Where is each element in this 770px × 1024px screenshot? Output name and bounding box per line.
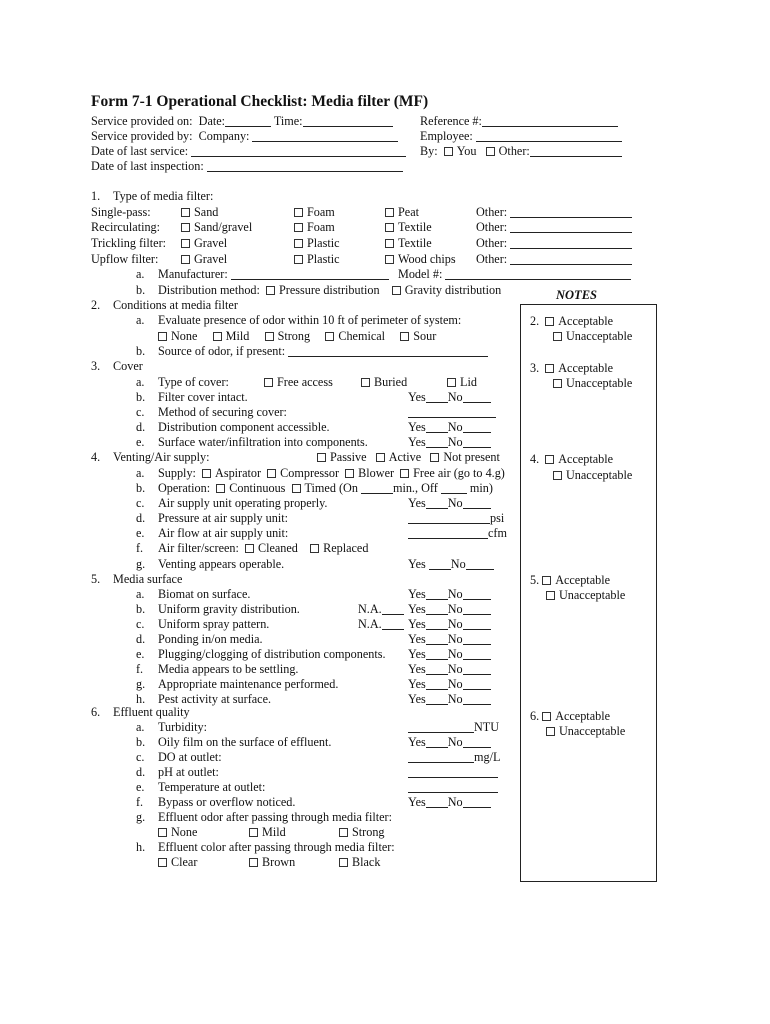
item-text: Evaluate presence of odor within 10 ft of perimeter of system: xyxy=(158,313,462,327)
checkbox[interactable] xyxy=(245,544,254,553)
company-label: Company: xyxy=(198,129,250,143)
airflow-field[interactable] xyxy=(408,527,488,539)
item-text: Appropriate maintenance performed. xyxy=(158,677,339,691)
item-text: Surface water/infiltration into components. xyxy=(158,435,368,449)
checkbox[interactable] xyxy=(265,332,274,341)
checkbox[interactable] xyxy=(545,455,554,464)
checkbox[interactable] xyxy=(361,378,370,387)
manufacturer-row: Manufacturer: xyxy=(158,267,389,281)
item-text: Air flow at air supply unit: xyxy=(158,526,289,540)
item-text: Biomat on surface. xyxy=(158,587,251,601)
item-letter: f. xyxy=(136,662,144,676)
pressure-field[interactable] xyxy=(408,512,490,524)
s1-row-label: Recirculating: xyxy=(91,220,161,234)
item-letter: a. xyxy=(136,267,145,281)
checkbox[interactable] xyxy=(546,591,555,600)
form-title: Form 7-1 Operational Checklist: Media filter (MF) xyxy=(91,93,429,110)
s5-title: Media surface xyxy=(113,572,183,586)
model-row: Model #: xyxy=(398,267,631,281)
s4-title: Venting/Air supply: xyxy=(113,450,210,464)
checkbox[interactable] xyxy=(385,255,394,264)
item-text: pH at outlet: xyxy=(158,765,219,779)
turbidity-field[interactable] xyxy=(408,721,474,733)
temperature-field[interactable] xyxy=(408,781,498,793)
item-text: Temperature at outlet: xyxy=(158,780,266,794)
checkbox[interactable] xyxy=(310,544,319,553)
checkbox[interactable] xyxy=(213,332,222,341)
reference-label: Reference #: xyxy=(420,114,482,128)
checkbox[interactable] xyxy=(267,469,276,478)
item-letter: b. xyxy=(136,735,146,749)
ph-field[interactable] xyxy=(408,766,498,778)
item-letter: b. xyxy=(136,390,146,404)
s1-option: Peat xyxy=(385,205,419,219)
notes-group-3: 3. Acceptable xyxy=(530,361,614,375)
employee-field[interactable] xyxy=(476,130,622,142)
s1-other: Other: xyxy=(476,236,632,250)
item-letter: a. xyxy=(136,587,145,601)
yes-no-field: Yes No xyxy=(408,435,491,449)
item-letter: e. xyxy=(136,435,145,449)
item-letter: c. xyxy=(136,405,145,419)
item-letter: d. xyxy=(136,511,146,525)
s1-option: Sand/gravel xyxy=(181,220,252,234)
item-text: Bypass or overflow noticed. xyxy=(158,795,296,809)
last-service-field[interactable] xyxy=(191,145,406,157)
checkbox[interactable] xyxy=(158,828,167,837)
securing-field[interactable] xyxy=(408,406,496,418)
s1-number: 1. xyxy=(91,189,101,203)
yes-no-field: Yes No xyxy=(408,662,491,676)
odor-options: None Mild Strong Chemical Sour xyxy=(158,329,436,343)
item-letter: b. xyxy=(136,602,146,616)
item-letter: g. xyxy=(136,810,146,824)
last-service-row xyxy=(91,144,406,158)
other-field[interactable] xyxy=(510,253,632,265)
checkbox[interactable] xyxy=(553,379,562,388)
checkbox[interactable] xyxy=(546,727,555,736)
item-text: Air supply unit operating properly. xyxy=(158,496,328,510)
checkbox[interactable] xyxy=(400,332,409,341)
s6-title: Effluent quality xyxy=(113,705,190,719)
checkbox[interactable] xyxy=(294,255,303,264)
date-field[interactable] xyxy=(225,115,271,127)
notes-group-5: 5. Acceptable xyxy=(530,573,610,587)
checkbox[interactable] xyxy=(553,471,562,480)
item-letter: g. xyxy=(136,677,146,691)
last-inspection-row xyxy=(91,159,403,173)
by-row xyxy=(420,144,622,158)
item-letter: a. xyxy=(136,375,145,389)
time-field[interactable] xyxy=(303,115,393,127)
item-text: Oily film on the surface of effluent. xyxy=(158,735,332,749)
reference-field[interactable] xyxy=(482,115,618,127)
na-field: N.A. xyxy=(358,602,404,616)
employee-row xyxy=(420,129,622,143)
checkbox[interactable] xyxy=(385,239,394,248)
item-text: Pest activity at surface. xyxy=(158,692,272,706)
item-letter: c. xyxy=(136,750,145,764)
item-text: Ponding in/on media. xyxy=(158,632,263,646)
s3-title: Cover xyxy=(113,359,143,373)
na-field: N.A. xyxy=(358,617,404,631)
checkbox[interactable] xyxy=(216,484,225,493)
checkbox[interactable] xyxy=(249,828,258,837)
do-field[interactable] xyxy=(408,751,474,763)
service-on-row xyxy=(91,114,393,128)
checkbox[interactable] xyxy=(400,469,409,478)
notes-title: NOTES xyxy=(556,288,597,302)
checkbox[interactable] xyxy=(553,332,562,341)
you-label: You xyxy=(456,144,477,158)
s1-option: Plastic xyxy=(294,252,340,266)
item-letter: f. xyxy=(136,541,144,555)
yes-no-field: Yes No xyxy=(408,795,491,809)
item-letter: e. xyxy=(136,780,145,794)
checkbox[interactable] xyxy=(266,286,275,295)
item-text: Uniform gravity distribution. xyxy=(158,602,300,616)
other-field[interactable] xyxy=(510,237,632,249)
item-letter: g. xyxy=(136,557,146,571)
s1-option: Gravel xyxy=(181,252,227,266)
service-on-label: Service provided on: xyxy=(91,114,193,128)
checkbox[interactable] xyxy=(376,453,385,462)
s1-option: Wood chips xyxy=(385,252,456,266)
time-label: Time: xyxy=(273,114,303,128)
notes-group-6: 6. Acceptable xyxy=(530,709,610,723)
s1-other: Other: xyxy=(476,252,632,266)
item-letter: c. xyxy=(136,496,145,510)
item-letter: h. xyxy=(136,692,146,706)
item-text: Method of securing cover: xyxy=(158,405,287,419)
checkbox[interactable] xyxy=(392,286,401,295)
item-text: Distribution component accessible. xyxy=(158,420,330,434)
item-letter: h. xyxy=(136,840,146,854)
yes-no-field: Yes No xyxy=(408,677,491,691)
item-text: Media appears to be settling. xyxy=(158,662,299,676)
checkbox[interactable] xyxy=(385,223,394,232)
s1-title: Type of media filter: xyxy=(113,189,214,203)
other-field[interactable] xyxy=(510,221,632,233)
s2-number: 2. xyxy=(91,298,101,312)
checkbox[interactable] xyxy=(385,208,394,217)
yes-no-field: Yes No xyxy=(408,647,491,661)
s1-row-label: Upflow filter: xyxy=(91,252,159,266)
item-letter: a. xyxy=(136,466,145,480)
employee-label: Employee: xyxy=(420,129,473,143)
model-field[interactable] xyxy=(445,268,631,280)
item-letter: f. xyxy=(136,795,144,809)
checkbox[interactable] xyxy=(345,469,354,478)
item-letter: d. xyxy=(136,420,146,434)
checkbox[interactable] xyxy=(181,208,190,217)
date-label: Date: xyxy=(198,114,226,128)
checkbox[interactable] xyxy=(181,255,190,264)
item-text: Plugging/clogging of distribution components. xyxy=(158,647,386,661)
odor-source-row: Source of odor, if present: xyxy=(158,344,488,358)
yes-no-field: Yes No xyxy=(408,420,491,434)
other-checkbox[interactable] xyxy=(486,147,495,156)
notes-group-2: 2. Acceptable xyxy=(530,314,614,328)
by-label: By: xyxy=(420,144,438,158)
checkbox[interactable] xyxy=(294,208,303,217)
checkbox[interactable] xyxy=(181,223,190,232)
other-label: Other: xyxy=(498,144,530,158)
checkbox[interactable] xyxy=(545,364,554,373)
yes-no-field: Yes No xyxy=(408,602,491,616)
notes-group-4: 4. Acceptable xyxy=(530,452,614,466)
item-text: DO at outlet: xyxy=(158,750,222,764)
item-text: Pressure at air supply unit: xyxy=(158,511,288,525)
s1-option: Foam xyxy=(294,220,335,234)
item-letter: b. xyxy=(136,283,146,297)
last-service-label: Date of last service: xyxy=(91,144,189,158)
s1-other: Other: xyxy=(476,220,632,234)
yes-no-field: Yes No xyxy=(408,390,491,404)
yes-no-field: Yes No xyxy=(408,587,491,601)
s1-option: Plastic xyxy=(294,236,340,250)
item-text: Effluent color after passing through media filter: xyxy=(158,840,395,854)
item-letter: e. xyxy=(136,526,145,540)
last-inspection-field[interactable] xyxy=(207,160,403,172)
checkbox[interactable] xyxy=(202,469,211,478)
checkbox[interactable] xyxy=(292,484,301,493)
checkbox[interactable] xyxy=(447,378,456,387)
other-field[interactable] xyxy=(510,206,632,218)
s1-option: Foam xyxy=(294,205,335,219)
checkbox[interactable] xyxy=(294,223,303,232)
checkbox[interactable] xyxy=(249,858,258,867)
item-letter: b. xyxy=(136,481,146,495)
checkbox[interactable] xyxy=(545,317,554,326)
checkbox[interactable] xyxy=(264,378,273,387)
filter-row: Air filter/screen: Cleaned Replaced xyxy=(158,541,369,555)
item-text: Filter cover intact. xyxy=(158,390,248,404)
odor-source-field[interactable] xyxy=(288,345,488,357)
checkbox[interactable] xyxy=(542,712,551,721)
distribution-row: Distribution method: Pressure distribution Gravity distribution xyxy=(158,283,502,297)
operation-row: Operation: Continuous Timed (On min., Off min) xyxy=(158,481,493,495)
checkbox[interactable] xyxy=(181,239,190,248)
yes-no-field: Yes No xyxy=(408,632,491,646)
manufacturer-field[interactable] xyxy=(231,268,389,280)
item-text: Venting appears operable. xyxy=(158,557,285,571)
checkbox[interactable] xyxy=(430,453,439,462)
s5-number: 5. xyxy=(91,572,101,586)
s1-row-label: Trickling filter: xyxy=(91,236,167,250)
s1-option: Textile xyxy=(385,236,432,250)
checkbox[interactable] xyxy=(294,239,303,248)
s6-number: 6. xyxy=(91,705,101,719)
s2-title: Conditions at media filter xyxy=(113,298,238,312)
item-letter: a. xyxy=(136,313,145,327)
item-text: Effluent odor after passing through media filter: xyxy=(158,810,392,824)
item-letter: a. xyxy=(136,720,145,734)
other-field[interactable] xyxy=(530,145,622,157)
s1-row-label: Single-pass: xyxy=(91,205,151,219)
service-by-label: Service provided by: xyxy=(91,129,193,143)
yes-no-field: Yes No xyxy=(408,496,491,510)
s1-other: Other: xyxy=(476,205,632,219)
s1-option: Textile xyxy=(385,220,432,234)
item-letter: d. xyxy=(136,765,146,779)
item-letter: e. xyxy=(136,647,145,661)
last-inspection-label: Date of last inspection: xyxy=(91,159,204,173)
reference-row xyxy=(420,114,618,128)
item-letter: b. xyxy=(136,344,146,358)
s1-option: Gravel xyxy=(181,236,227,250)
supply-row: Supply: Aspirator Compressor Blower Free air (go to 4.g) xyxy=(158,466,505,480)
service-by-row xyxy=(91,129,398,143)
checkbox[interactable] xyxy=(542,576,551,585)
checkbox[interactable] xyxy=(158,332,167,341)
yes-no-field: Yes No xyxy=(408,692,491,706)
s4-number: 4. xyxy=(91,450,101,464)
item-text: Turbidity: xyxy=(158,720,207,734)
company-field[interactable] xyxy=(252,130,398,142)
checkbox[interactable] xyxy=(339,858,348,867)
s1-option: Sand xyxy=(181,205,218,219)
s3-number: 3. xyxy=(91,359,101,373)
item-text: Type of cover: xyxy=(158,375,229,389)
yes-no-field: Yes No xyxy=(408,617,491,631)
you-checkbox[interactable] xyxy=(444,147,453,156)
checkbox[interactable] xyxy=(325,332,334,341)
item-text: Uniform spray pattern. xyxy=(158,617,270,631)
item-letter: d. xyxy=(136,632,146,646)
yes-no-field: Yes No xyxy=(408,557,494,571)
item-letter: c. xyxy=(136,617,145,631)
checkbox[interactable] xyxy=(158,858,167,867)
yes-no-field: Yes No xyxy=(408,735,491,749)
checkbox[interactable] xyxy=(339,828,348,837)
checkbox[interactable] xyxy=(317,453,326,462)
